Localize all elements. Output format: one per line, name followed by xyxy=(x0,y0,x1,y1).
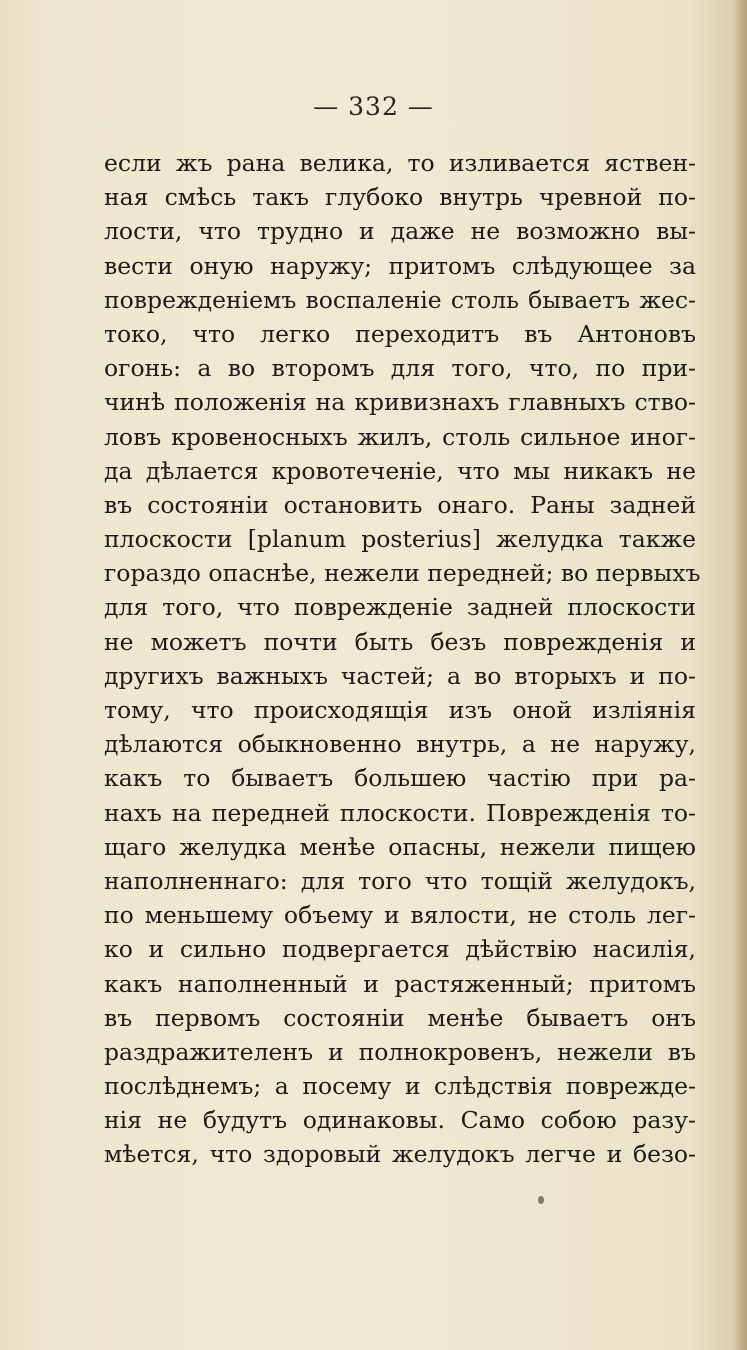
text-line: раздражителенъ и полнокровенъ, нежели въ xyxy=(104,1037,696,1066)
page-number: — 332 — xyxy=(313,92,434,121)
text-line: гораздо опаснѣе, нежели передней; во первыхъ xyxy=(104,559,701,588)
text-line: ная смѣсь такъ глубоко внутрь чревной по- xyxy=(104,183,696,212)
text-line: ко и сильно подвергается дѣйствію насилія, xyxy=(104,935,696,964)
text-line: другихъ важныхъ частей; а во вторыхъ и по- xyxy=(104,661,696,690)
text-line: лости, что трудно и даже не возможно вы- xyxy=(104,217,696,246)
text-line: не можетъ почти быть безъ поврежденія и xyxy=(104,627,696,656)
text-line: для того, что поврежденіе задней плоскости xyxy=(104,593,696,622)
text-line: въ первомъ состояніи менѣе бываетъ онъ xyxy=(104,1003,696,1032)
text-line: какъ то бываетъ большею частію при ра- xyxy=(104,764,696,793)
text-line: наполненнаго: для того что тощій желудокъ, xyxy=(104,866,696,895)
text-line: плоскости [planum posterius] желудка также xyxy=(104,525,696,554)
text-line: вести оную наружу; притомъ слѣдующее за xyxy=(104,251,696,280)
text-line: чинѣ положенія на кривизнахъ главныхъ ство- xyxy=(104,388,696,417)
text-line: тому, что происходящія изъ оной изліянія xyxy=(104,696,696,724)
text-line: огонь: а во второмъ для того, что, по при- xyxy=(104,354,696,383)
text-line: токо, что легко переходитъ въ Антоновъ xyxy=(104,319,696,348)
text-line: щаго желудка менѣе опасны, нежели пищею xyxy=(104,832,696,861)
text-line: въ состояніи остановить онаго. Раны задней xyxy=(104,490,696,519)
page-edge-shadow xyxy=(733,0,747,1350)
text-line: послѣднемъ; а посему и слѣдствія поврежде- xyxy=(104,1072,696,1101)
ink-speck xyxy=(538,1196,544,1204)
body-text xyxy=(104,146,701,1172)
text-line: нія не будутъ одинаковы. Само собою разу- xyxy=(104,1106,696,1135)
text-line: ловъ кровеносныхъ жилъ, столь сильное иног- xyxy=(104,422,696,451)
text-line: дѣлаются обыкновенно внутрь, а не наружу, xyxy=(104,730,696,759)
text-line: да дѣлается кровотеченіе, что мы никакъ не xyxy=(104,456,696,485)
text-line: какъ наполненный и растяженный; притомъ xyxy=(104,969,696,998)
text-line: поврежденіемъ воспаленіе столь бываетъ жес- xyxy=(104,285,696,314)
text-line: мѣется, что здоровый желудокъ легче и безо- xyxy=(104,1140,696,1169)
text-line: по меньшему объему и вялости, не столь лег- xyxy=(104,901,696,930)
text-line: если жъ рана велика, то изливается яствен- xyxy=(104,149,696,177)
text-line: нахъ на передней плоскости. Поврежденія то- xyxy=(104,798,696,827)
